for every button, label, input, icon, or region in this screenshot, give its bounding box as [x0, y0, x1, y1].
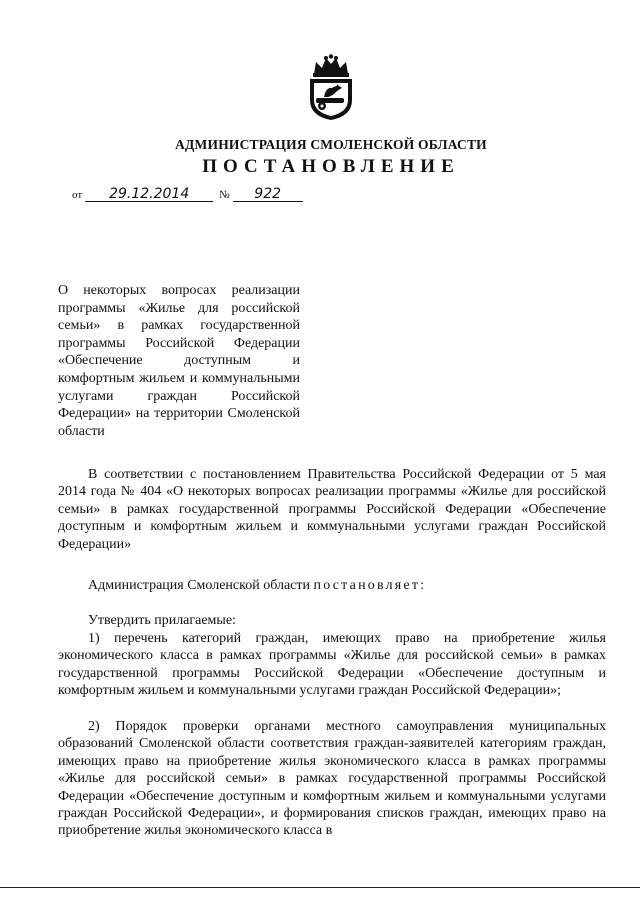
document-subject: О некоторых вопросах реализации программы «Жилье для российской семьи» в рамках государственной программы Российской Федерации «Обеспечение доступным и комфортным жильем и коммунальными услугами граждан Российской Федерации» на территории Смоленской области	[58, 283, 300, 439]
list-item-2: 2) Порядок проверки органами местного самоуправления муниципальных образований Смоленской области соответствия граждан-заявителей категориям граждан, имеющих право на приобретение жилья экономического класса в рамках программы «Жилье для российской семьи» в рамках государственной программы Российской Федерации «Обеспечение доступным и комфортным жильем и коммунальными услугами граждан Российской Федерации», и формирования списков граждан, имеющих право на приобретение жилья экономического класса в	[58, 719, 606, 839]
number-label: №	[219, 189, 230, 201]
date-number-line	[72, 187, 303, 202]
document-type: ПОСТАНОВЛЕНИЕ	[202, 156, 460, 177]
number-value: 922	[233, 187, 303, 202]
organization-name: АДМИНИСТРАЦИЯ СМОЛЕНСКОЙ ОБЛАСТИ	[175, 137, 487, 152]
page-bottom-divider	[0, 887, 640, 888]
resolves-word: постановляет:	[313, 578, 427, 593]
preamble-paragraph: В соответствии с постановлением Правительства Российской Федерации от 5 мая 2014 года № 404 «О некоторых вопросах реализации программы «Жилье для российской семьи» в рамках государственной программы Российской Федерации «Обеспечение доступным и комфортным жильем и коммунальными услугами граждан Российской Федерации»	[58, 467, 606, 552]
list-item-1: 1) перечень категорий граждан, имеющих право на приобретение жилья экономического класса в рамках программы «Жилье для российской семьи» в рамках государственной программы Российской Федерации «Обеспечение доступным и комфортным жильем и коммунальными услугами граждан Российской Федерации»;	[58, 631, 606, 699]
resolves-prefix: Администрация Смоленской области	[88, 578, 311, 593]
coat-of-arms-icon	[302, 54, 360, 122]
approve-intro: Утвердить прилагаемые:	[88, 613, 236, 628]
date-label: от	[72, 189, 83, 201]
resolution-paragraph	[58, 577, 606, 594]
date-value: 29.12.2014	[85, 187, 213, 202]
